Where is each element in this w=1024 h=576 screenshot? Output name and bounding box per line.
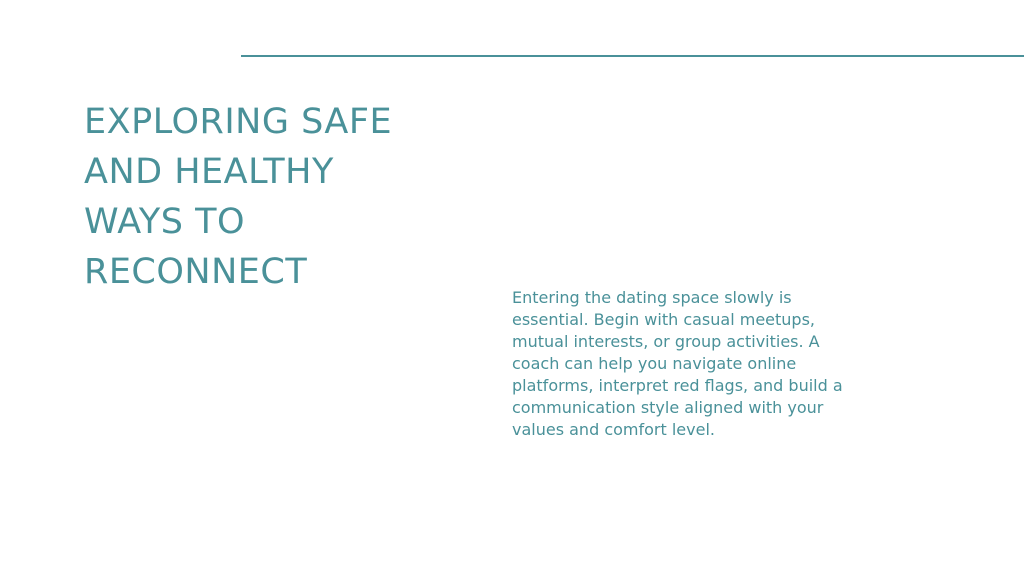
top-divider-line bbox=[241, 55, 1024, 57]
body-line: mutual interests, or group activities. A bbox=[512, 332, 820, 351]
body-line: values and comfort level. bbox=[512, 420, 715, 439]
title-line: WAYS TO bbox=[84, 202, 246, 242]
slide-body-text bbox=[512, 287, 872, 441]
body-line: communication style aligned with your bbox=[512, 398, 824, 417]
body-line: Entering the dating space slowly is bbox=[512, 288, 792, 307]
body-line: essential. Begin with casual meetups, bbox=[512, 310, 815, 329]
title-line: RECONNECT bbox=[84, 252, 308, 292]
title-line: EXPLORING SAFE bbox=[84, 102, 393, 142]
body-line: platforms, interpret red flags, and build a bbox=[512, 376, 843, 395]
slide-title bbox=[84, 97, 464, 297]
body-line: coach can help you navigate online bbox=[512, 354, 797, 373]
title-line: AND HEALTHY bbox=[84, 152, 334, 192]
